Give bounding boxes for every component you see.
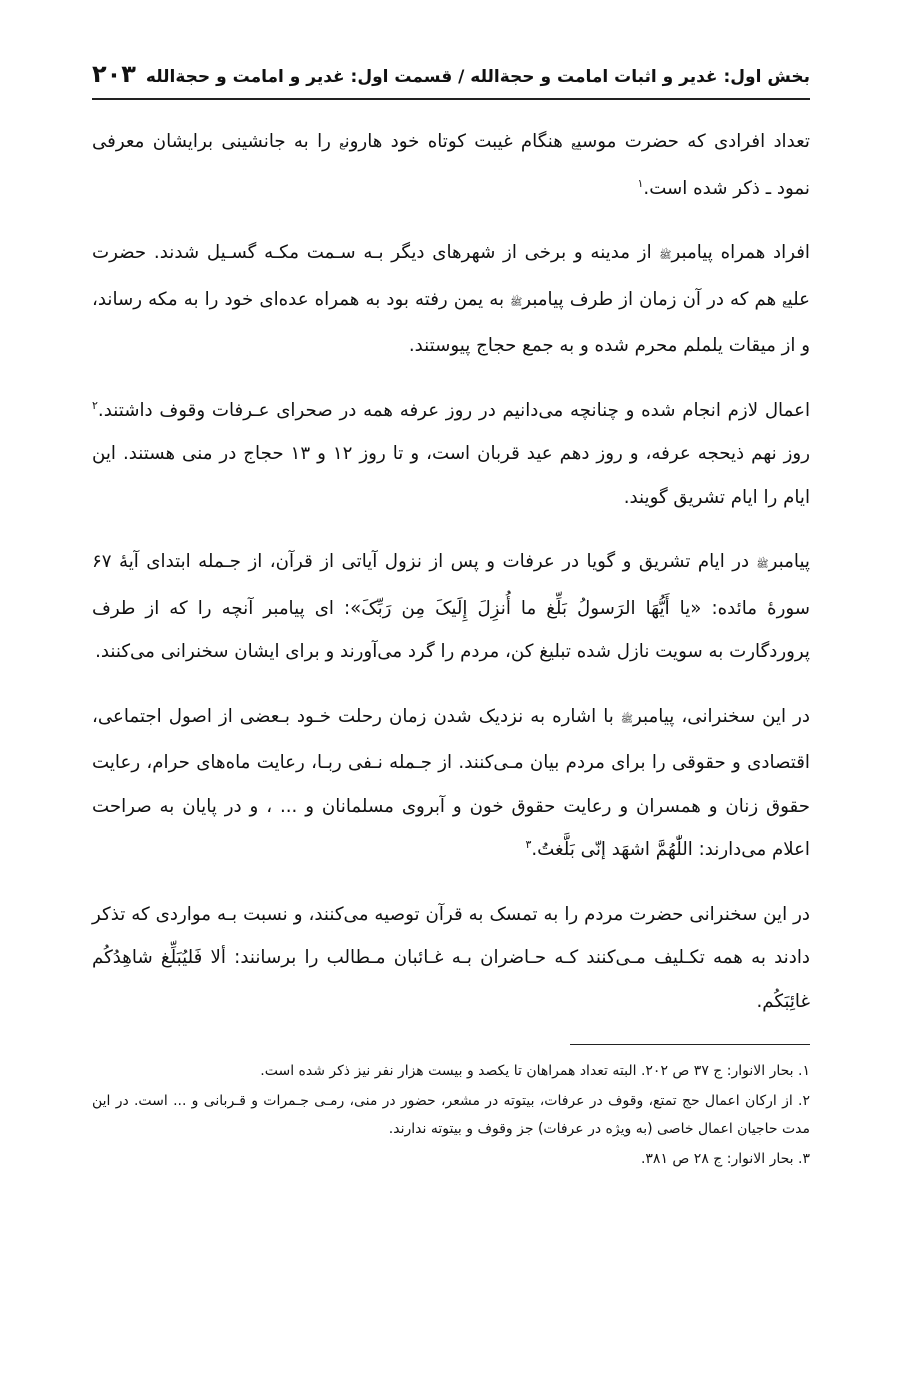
footnote-marker: ۲ [92,398,98,412]
running-title: بخش اول: غدیر و اثبات امامت و حجةالله / قسمت اول: غدیر و امامت و حجةالله [145,67,810,87]
body-text [92,120,810,1023]
paragraph-text: هم که در آن زمان از طرف پیامبر [522,288,783,310]
page-header [92,60,810,98]
paragraph [92,120,810,210]
footnotes [92,1057,810,1173]
paragraph [92,231,810,368]
paragraph-text: در این سخنرانی، پیامبر [633,705,810,727]
paragraph-text: را به جانشینی برایشان معرفی نمود ـ ذکر شده است. [92,131,810,199]
paragraph-text: در این سخنرانی حضرت مردم را به تمسک به قرآن توصیه می‌کنند، و نسبت بـه مواردی که تذکر دادند به همه تکـلیف مـی‌کنند کـه حـاضران بـه غـائبان مـطالب را برسانند: ألا فَلیُبَلِّغ شاهِدُکُم غائِبَکُم. [92,903,810,1012]
paragraph-text: روز نهم ذیحجه عرفه، و روز دهم عید قربان است، و تا روز ۱۲ و ۱۳ حجاج در منی هستند. این ایام را ایام تشریق گویند. [92,443,810,508]
paragraph [92,540,810,674]
footnote: ۱. بحار الانوار: ج ۳۷ ص ۲۰۲. البته تعداد همراهان تا یکصد و بیست هزار نفر نیز ذکر شده است. [260,1063,810,1079]
book-page [92,60,810,1175]
footnote-marker: ۱ [637,176,644,190]
honorific-symbol: ﷺ [620,713,634,725]
paragraph-text: در ایام تشریق و گویا در عرفات و پس از نزول آیاتی از قرآن، از جـمله ابتدای آیهٔ ۶۷ سورهٔ مائده: «یا أَیُّهَا الرَسولُ بَلِّغ ما أُنزِلَ إِلَیکَ مِن رَبِّکَ»: ای پیامبر آنچه را که از طرف پروردگارت به سویت نازل شده تبلیغ کن، مردم را گرد می‌آورند و برای ایشان سخنرانی می‌کنند. [92,551,810,662]
paragraph [92,389,810,520]
footnote-marker: ۳ [525,837,532,851]
paragraph-text: با اشاره به نزدیک شدن زمان رحلت خـود بـعضی از اصول اجتماعی، اقتصادی و حقوقی را برای مردم بیان مـی‌کنند. از جـمله نـفی ربـا، رعایت ماه‌های حرام، رعایت حقوق زنان و همسران و رعایت حقوق خون و آبروی مسلمانان و ... ، و در پایان به صراحت اعلام می‌دارند: اللّٰهُمَّ اشهَد إنّی بَلَّغتُ. [92,705,810,860]
paragraph-text: پیامبر [768,551,810,572]
paragraph-text: به یمن رفته بود به همراه عده‌ای خود را به مکه رساند، و از میقات یلملم محرم شده و به جمع حجاج پیوستند. [92,288,810,356]
honorific-symbol: ﷺ [510,296,523,308]
paragraph [92,893,810,1024]
honorific-symbol: ﷺ [659,250,672,261]
paragraph-text: افراد همراه پیامبر [671,242,810,263]
honorific-symbol: ع [782,296,788,308]
footnote: ۲. از ارکان اعمال حج تمتع، وقوف در عرفات، بیتوته در مشعر، حضور در منی، رمـی جـمرات و قـربانی و ... است. در این مدت حاجیان اعمال خاصی (به ویژه در عرفات) جز وقوف و بیتوته ندارند. [92,1093,810,1137]
paragraph-text: اعمال لازم انجام شده و چنانچه می‌دانیم در روز عرفه همه در صحرای عـرفات وقوف داشتند. [97,399,810,421]
honorific-symbol: ع [571,139,577,150]
header-rule [92,98,810,100]
page-number: ۲۰۳ [92,60,136,88]
paragraph-text: تعداد افرادی که حضرت موسی [576,131,810,152]
honorific-symbol: ع [339,139,345,150]
paragraph-text: از مدینه و برخی از شهرهای دیگر بـه سـمت مکـه گسـیل شدند. حضرت علی [92,242,810,310]
paragraph [92,695,810,872]
paragraph-text: هنگام غیبت کوتاه خود هارون [344,131,572,152]
honorific-symbol: ﷺ [756,559,769,570]
footnote-divider [570,1044,810,1045]
footnote: ۳. بحار الانوار: ج ۲۸ ص ۳۸۱. [640,1151,810,1167]
